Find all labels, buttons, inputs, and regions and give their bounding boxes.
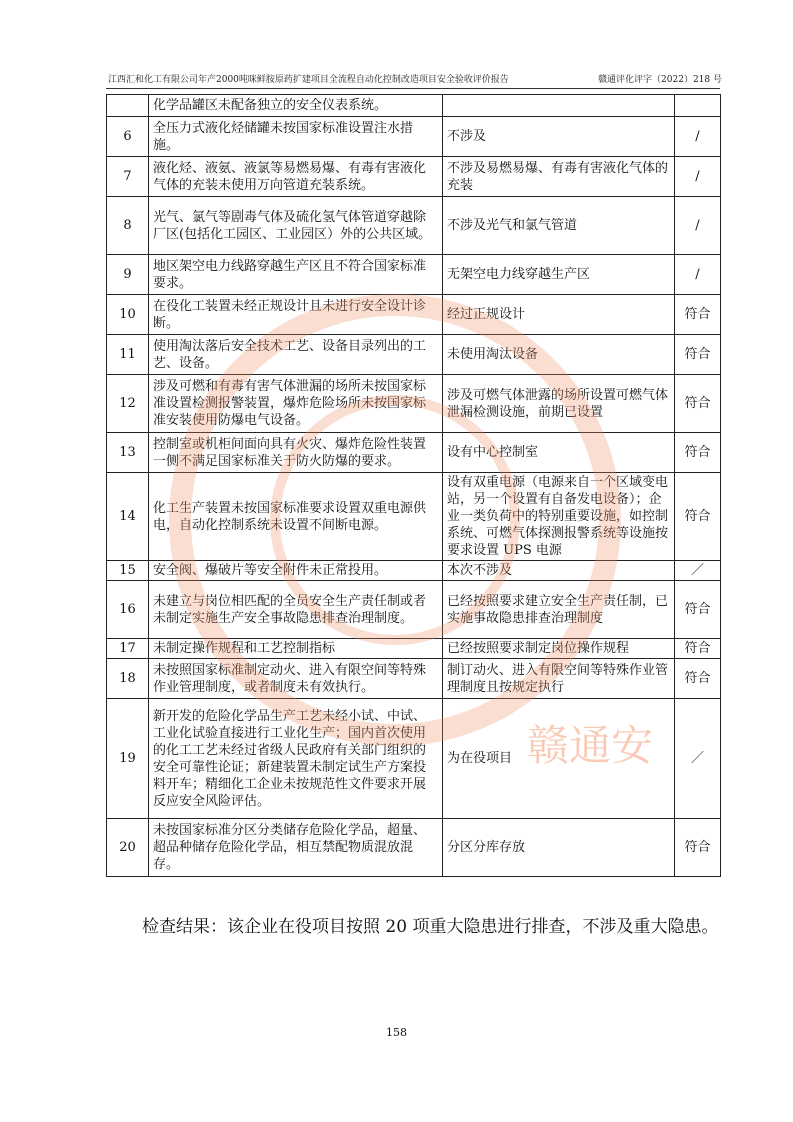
hazard-item: 安全阀、爆破片等安全附件未正常投用。: [149, 561, 443, 581]
check-result: 符合: [675, 375, 721, 433]
actual-situation: 涉及可燃气体泄露的场所设置可燃气体泄漏检测设施，前期已设置: [443, 375, 675, 433]
actual-situation: 本次不涉及: [443, 561, 675, 581]
check-result: 符合: [675, 819, 721, 877]
table-row: [107, 699, 721, 819]
hazard-check-table: [106, 94, 721, 877]
row-number: 20: [107, 819, 149, 877]
inspection-conclusion: 检查结果：该企业在役项目按照 20 项重大隐患进行排查，不涉及重大隐患。: [142, 917, 719, 937]
actual-situation: 不涉及光气和氯气管道: [443, 197, 675, 255]
check-result: 符合: [675, 433, 721, 473]
check-result: 符合: [675, 473, 721, 561]
hazard-item: 未建立与岗位相匹配的全员安全生产责任制或者未制定实施生产安全事故隐患排查治理制度。: [149, 581, 443, 639]
hazard-item: 全压力式液化烃储罐未按国家标准设置注水措施。: [149, 117, 443, 157]
header-rule: [106, 88, 720, 89]
row-number: 18: [107, 659, 149, 699]
check-result: 符合: [675, 295, 721, 335]
row-number: [107, 95, 149, 117]
table-row: [107, 659, 721, 699]
table-row: [107, 375, 721, 433]
check-result: 符合: [675, 659, 721, 699]
row-number: 15: [107, 561, 149, 581]
actual-situation: 未使用淘汰设备: [443, 335, 675, 375]
check-result: 符合: [675, 581, 721, 639]
check-result: [675, 95, 721, 117]
hazard-item: 在役化工装置未经正规设计且未进行安全设计诊断。: [149, 295, 443, 335]
table-row: [107, 197, 721, 255]
actual-situation: 为在役项目: [443, 699, 675, 819]
table-row: [107, 157, 721, 197]
check-result: ／: [675, 561, 721, 581]
actual-situation: 不涉及易燃易爆、有毒有害液化气体的充装: [443, 157, 675, 197]
header-report-number: 赣通评化评字（2022）218 号: [598, 75, 722, 85]
row-number: 19: [107, 699, 149, 819]
check-result: /: [675, 255, 721, 295]
check-result: /: [675, 197, 721, 255]
table-row: [107, 95, 721, 117]
table-row: [107, 295, 721, 335]
table-row: [107, 433, 721, 473]
hazard-item: 使用淘汰落后安全技术工艺、设备目录列出的工艺、设备。: [149, 335, 443, 375]
actual-situation: [443, 95, 675, 117]
row-number: 12: [107, 375, 149, 433]
table-row: [107, 255, 721, 295]
page-number: 158: [386, 1026, 407, 1039]
actual-situation: 设有中心控制室: [443, 433, 675, 473]
row-number: 16: [107, 581, 149, 639]
actual-situation: 已经按照要求制定岗位操作规程: [443, 639, 675, 659]
hazard-item: 涉及可燃和有毒有害气体泄漏的场所未按国家标准设置检测报警装置，爆炸危险场所未按国家标准安装使用防爆电气设备。: [149, 375, 443, 433]
table-row: [107, 561, 721, 581]
row-number: 17: [107, 639, 149, 659]
table-row: [107, 819, 721, 877]
hazard-item: 液化烃、液氨、液氯等易燃易爆、有毒有害液化气体的充装未使用万向管道充装系统。: [149, 157, 443, 197]
hazard-item: 新开发的危险化学品生产工艺未经小试、中试、工业化试验直接进行工业化生产；国内首次使用的化工工艺未经过省级人民政府有关部门组织的安全可靠性论证；新建装置未制定试生产方案投料开车；精细化工企业未按规范性文件要求开展反应安全风险评估。: [149, 699, 443, 819]
actual-situation: 无架空电力线穿越生产区: [443, 255, 675, 295]
actual-situation: 已经按照要求建立安全生产责任制，已实施事故隐患排查治理制度: [443, 581, 675, 639]
hazard-item: 化学品罐区未配备独立的安全仪表系统。: [149, 95, 443, 117]
actual-situation: 不涉及: [443, 117, 675, 157]
check-result: /: [675, 157, 721, 197]
actual-situation: 分区分库存放: [443, 819, 675, 877]
row-number: 11: [107, 335, 149, 375]
hazard-item: 未按照国家标准制定动火、进入有限空间等特殊作业管理制度，或者制度未有效执行。: [149, 659, 443, 699]
check-result: /: [675, 117, 721, 157]
watermark-text: 赣通安: [526, 721, 654, 770]
header-report-title: 江西汇和化工有限公司年产2000吨咪鲜胺原药扩建项目全流程自动化控制改造项目安全验收评价报告: [108, 75, 509, 85]
hazard-item: 控制室或机柜间面向具有火灾、爆炸危险性装置一侧不满足国家标准关于防火防爆的要求。: [149, 433, 443, 473]
table-row: [107, 117, 721, 157]
hazard-item: 未按国家标准分区分类储存危险化学品，超量、超品种储存危险化学品，相互禁配物质混放混存。: [149, 819, 443, 877]
check-result: 符合: [675, 335, 721, 375]
row-number: 8: [107, 197, 149, 255]
hazard-item: 光气、氯气等剧毒气体及硫化氢气体管道穿越除厂区(包括化工园区、工业园区）外的公共区域。: [149, 197, 443, 255]
row-number: 7: [107, 157, 149, 197]
row-number: 10: [107, 295, 149, 335]
row-number: 14: [107, 473, 149, 561]
hazard-item: 未制定操作规程和工艺控制指标: [149, 639, 443, 659]
actual-situation: 制订动火、进入有限空间等特殊作业管理制度且按规定执行: [443, 659, 675, 699]
table-row: [107, 335, 721, 375]
row-number: 6: [107, 117, 149, 157]
page-header: [108, 72, 722, 85]
table-row: [107, 639, 721, 659]
check-result: ／: [675, 699, 721, 819]
actual-situation: 设有双重电源（电源来自一个区域变电站，另一个设置有自备发电设备）；企业一类负荷中的特别重要设施，如控制系统、可燃气体探测报警系统等设施按要求设置 UPS 电源: [443, 473, 675, 561]
row-number: 9: [107, 255, 149, 295]
row-number: 13: [107, 433, 149, 473]
table-body: [107, 95, 721, 877]
hazard-item: 化工生产装置未按国家标准要求设置双重电源供电，自动化控制系统未设置不间断电源。: [149, 473, 443, 561]
table-row: [107, 581, 721, 639]
check-result: 符合: [675, 639, 721, 659]
table-row: [107, 473, 721, 561]
actual-situation: 经过正规设计: [443, 295, 675, 335]
hazard-item: 地区架空电力线路穿越生产区且不符合国家标准要求。: [149, 255, 443, 295]
